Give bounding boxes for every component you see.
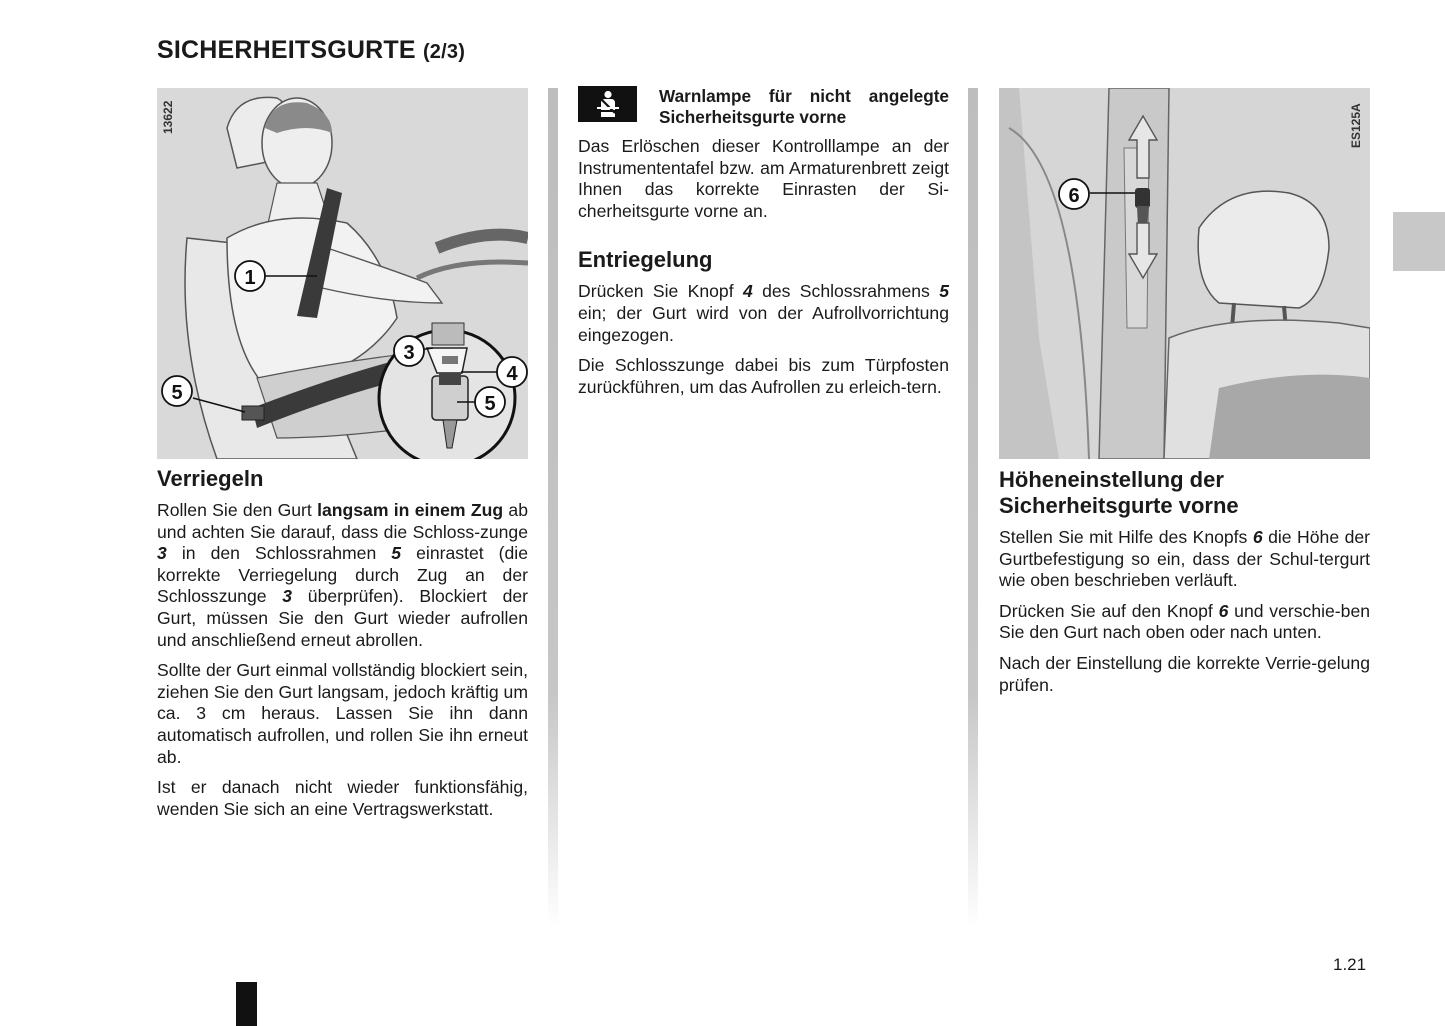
print-mark xyxy=(236,982,257,1026)
column-entriegelung xyxy=(578,86,949,407)
callout-3 xyxy=(394,336,424,366)
hoeheneinstellung-paragraph-3: Nach der Einstellung die korrekte Verrie-gelung prüfen. xyxy=(999,652,1370,695)
page-title-main: SICHERHEITSGURTE xyxy=(157,36,416,64)
column-verriegeln xyxy=(157,466,528,829)
heading-hoeheneinstellung: Höheneinstellung der Sicherheitsgurte vorne xyxy=(999,467,1239,518)
section-thumb-tab xyxy=(1393,212,1445,271)
svg-text:3: 3 xyxy=(403,342,415,364)
warning-lamp-header xyxy=(578,86,949,128)
page-title-sub: (2/3) xyxy=(422,41,466,63)
hoeheneinstellung-paragraph-2: Drücken Sie auf den Knopf 6 und verschie-ben Sie den Gurt nach oben oder nach unten. xyxy=(999,600,1371,643)
warning-lamp-title: Warnlampe für nicht angelegte Sicherheitsgurte vorne xyxy=(659,86,949,127)
driver-seatbelt-illustration xyxy=(157,88,528,459)
hoeheneinstellung-paragraph-1: Stellen Sie mit Hilfe des Knopfs 6 die Höhe der Gurtbefestigung so ein, dass der Schul-tergurt wie oben beschrieben verläuft. xyxy=(999,527,1370,591)
callout-4 xyxy=(497,357,527,387)
entriegelung-paragraph-1: Drücken Sie Knopf 4 des Schlossrahmens 5 ein; der Gurt wird von der Aufrollvorrichtung eingezogen. xyxy=(578,281,949,345)
verriegeln-paragraph-1: Rollen Sie den Gurt langsam in einem Zug ab und achten Sie darauf, dass die Schloss-zunge 3 in den Schlossrahmen 5 einrastet (die korrekte Verriegelung durch Zug an der Schlosszunge 3 überprüfen). Blockiert der Gurt, müssen Sie den Gurt wieder aufrollen und anschließend erneut abrollen. xyxy=(157,500,529,650)
callout-5-hip xyxy=(162,376,192,406)
figure-code-left: 13622 xyxy=(161,100,175,134)
heading-entriegelung: Entriegelung xyxy=(578,247,713,273)
svg-text:4: 4 xyxy=(506,363,518,385)
entriegelung-paragraph-2: Die Schlosszunge dabei bis zum Türpfosten zurückführen, um das Aufrollen zu erleich-tern. xyxy=(578,355,949,397)
page-title xyxy=(157,36,465,65)
callout-1 xyxy=(235,261,265,291)
page-number: 1.21 xyxy=(1333,955,1367,974)
belt-height-illustration xyxy=(999,88,1370,459)
heading-verriegeln: Verriegeln xyxy=(157,466,264,491)
verriegeln-paragraph-3: Ist er danach nicht wieder funktionsfähig, wenden Sie sich an eine Vertragswerkstatt. xyxy=(157,777,528,819)
warning-lamp-text: Das Erlöschen dieser Kontrolllampe an der Instrumententafel bzw. am Armaturenbrett zeigt Ihnen das korrekte Einrasten der Si-cherheitsgurte vorne an. xyxy=(578,136,949,221)
column-divider-2 xyxy=(968,88,978,928)
svg-text:6: 6 xyxy=(1068,185,1080,207)
svg-text:5: 5 xyxy=(171,382,183,404)
svg-text:1: 1 xyxy=(244,267,256,289)
figure-belt-height-adjustment xyxy=(999,88,1370,459)
verriegeln-paragraph-2: Sollte der Gurt einmal vollständig blockiert sein, ziehen Sie den Gurt langsam, jedoch kräftig um ca. 3 cm heraus. Lassen Sie ihn dann automatisch aufrollen, und rollen Sie ihn erneut ab. xyxy=(157,660,528,767)
figure-driver-seatbelt xyxy=(157,88,528,459)
callout-6 xyxy=(1059,179,1089,209)
seatbelt-warning-icon xyxy=(578,86,637,122)
column-hoeheneinstellung xyxy=(999,467,1370,705)
figure-code-right: ES125A xyxy=(1349,103,1363,148)
svg-text:5: 5 xyxy=(484,393,496,415)
callout-5-buckle xyxy=(475,387,505,417)
column-divider-1 xyxy=(548,88,558,928)
